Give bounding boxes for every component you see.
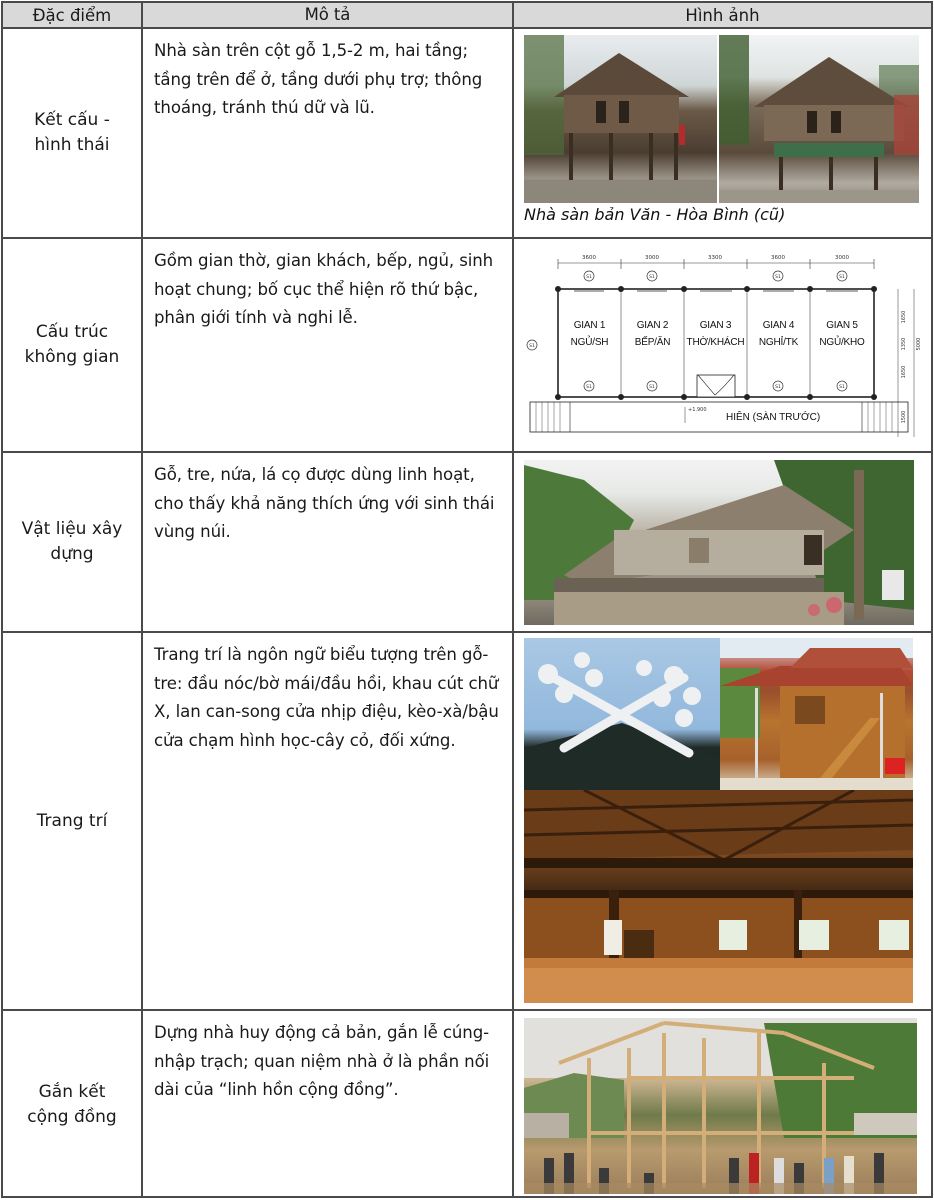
table-header-row: [3, 3, 931, 29]
khau-cut-roof-ornament-photo: [524, 638, 720, 790]
table-row: [3, 453, 931, 633]
description-cell: Nhà sàn trên cột gỗ 1,5-2 m, hai tầng; tầng trên để ở, tầng dưới phụ trợ; thông thoáng, tránh thú dữ và lũ.: [143, 29, 514, 237]
table-row: [3, 29, 931, 239]
description-cell: Gỗ, tre, nứa, lá cọ được dùng linh hoạt, cho thấy khả năng thích ứng với sinh thái vùng núi.: [143, 453, 514, 631]
svg-text:1500: 1500: [901, 410, 907, 424]
community-house-raising-photo: [524, 1018, 917, 1194]
svg-text:3600: 3600: [771, 255, 785, 261]
table-row: [3, 239, 931, 453]
svg-text:3300: 3300: [708, 255, 722, 261]
floor-plan-diagram: [522, 247, 923, 445]
image-cell: [514, 1011, 931, 1198]
svg-text:1650: 1650: [901, 310, 907, 324]
photo-caption: Nhà sàn bản Văn - Hòa Bình (cũ): [524, 205, 786, 224]
feature-cell: Kết cấu - hình thái: [3, 29, 143, 237]
wooden-interior-photo: [524, 790, 913, 1003]
room-label-4: GIAN 4 NGHỈ/TK: [758, 320, 799, 348]
room-label-1: GIAN 1 NGỦ/SH: [570, 320, 609, 348]
feature-cell: Cấu trúc không gian: [3, 239, 143, 451]
feature-cell: Trang trí: [3, 633, 143, 1009]
svg-text:S1: S1: [586, 275, 592, 280]
stilt-house-photo-2: [719, 35, 919, 203]
svg-text:S1: S1: [529, 344, 535, 349]
wooden-stilt-house-photo: [720, 638, 913, 790]
svg-text:S1: S1: [839, 385, 845, 390]
svg-text:S1: S1: [649, 385, 655, 390]
porch-label: HIÊN (SÀN TRƯỚC): [726, 412, 821, 423]
image-cell: [514, 29, 931, 237]
svg-text:1350: 1350: [901, 337, 907, 351]
svg-text:3000: 3000: [645, 255, 659, 261]
description-cell: Trang trí là ngôn ngữ biểu tượng trên gỗ-tre: đầu nóc/bờ mái/đầu hồi, khau cút chữ X, lan can-song cửa nhịp điệu, kèo-xà/bậu cửa chạm hình học-cây cỏ, đối xứng.: [143, 633, 514, 1009]
room-label-5: GIAN 5 NGỦ/KHO: [819, 320, 865, 348]
svg-text:5000: 5000: [916, 337, 922, 351]
header-description: Mô tả: [143, 3, 514, 27]
svg-text:S1: S1: [586, 385, 592, 390]
image-cell: [514, 453, 931, 631]
table-row: [3, 1011, 931, 1198]
svg-text:S1: S1: [649, 275, 655, 280]
room-label-3: GIAN 3 THỜ/KHÁCH: [686, 320, 745, 348]
feature-cell: Vật liệu xây dựng: [3, 453, 143, 631]
image-cell: [514, 239, 931, 451]
comparison-table: [1, 1, 933, 1198]
svg-text:S1: S1: [839, 275, 845, 280]
svg-text:3000: 3000: [835, 255, 849, 261]
feature-cell: Gắn kết cộng đồng: [3, 1011, 143, 1198]
description-cell: Gồm gian thờ, gian khách, bếp, ngủ, sinh hoạt chung; bố cục thể hiện rõ thứ bậc, phân giới tính và nghi lễ.: [143, 239, 514, 451]
svg-text:1650: 1650: [901, 365, 907, 379]
thatched-stilt-house-photo: [524, 460, 914, 625]
svg-text:S1: S1: [775, 385, 781, 390]
stilt-house-photo-1: [524, 35, 717, 203]
description-cell: Dựng nhà huy động cả bản, gắn lễ cúng-nhập trạch; quan niệm nhà ở là phần nối dài của “linh hồn cộng đồng”.: [143, 1011, 514, 1198]
room-label-2: GIAN 2 BẾP/ĂN: [634, 320, 671, 348]
svg-text:+1.900: +1.900: [688, 407, 707, 413]
table-row: [3, 633, 931, 1011]
svg-text:3600: 3600: [582, 255, 596, 261]
svg-text:S1: S1: [775, 275, 781, 280]
image-cell: [514, 633, 931, 1009]
header-feature: Đặc điểm: [3, 3, 143, 27]
header-image: Hình ảnh: [685, 5, 760, 25]
